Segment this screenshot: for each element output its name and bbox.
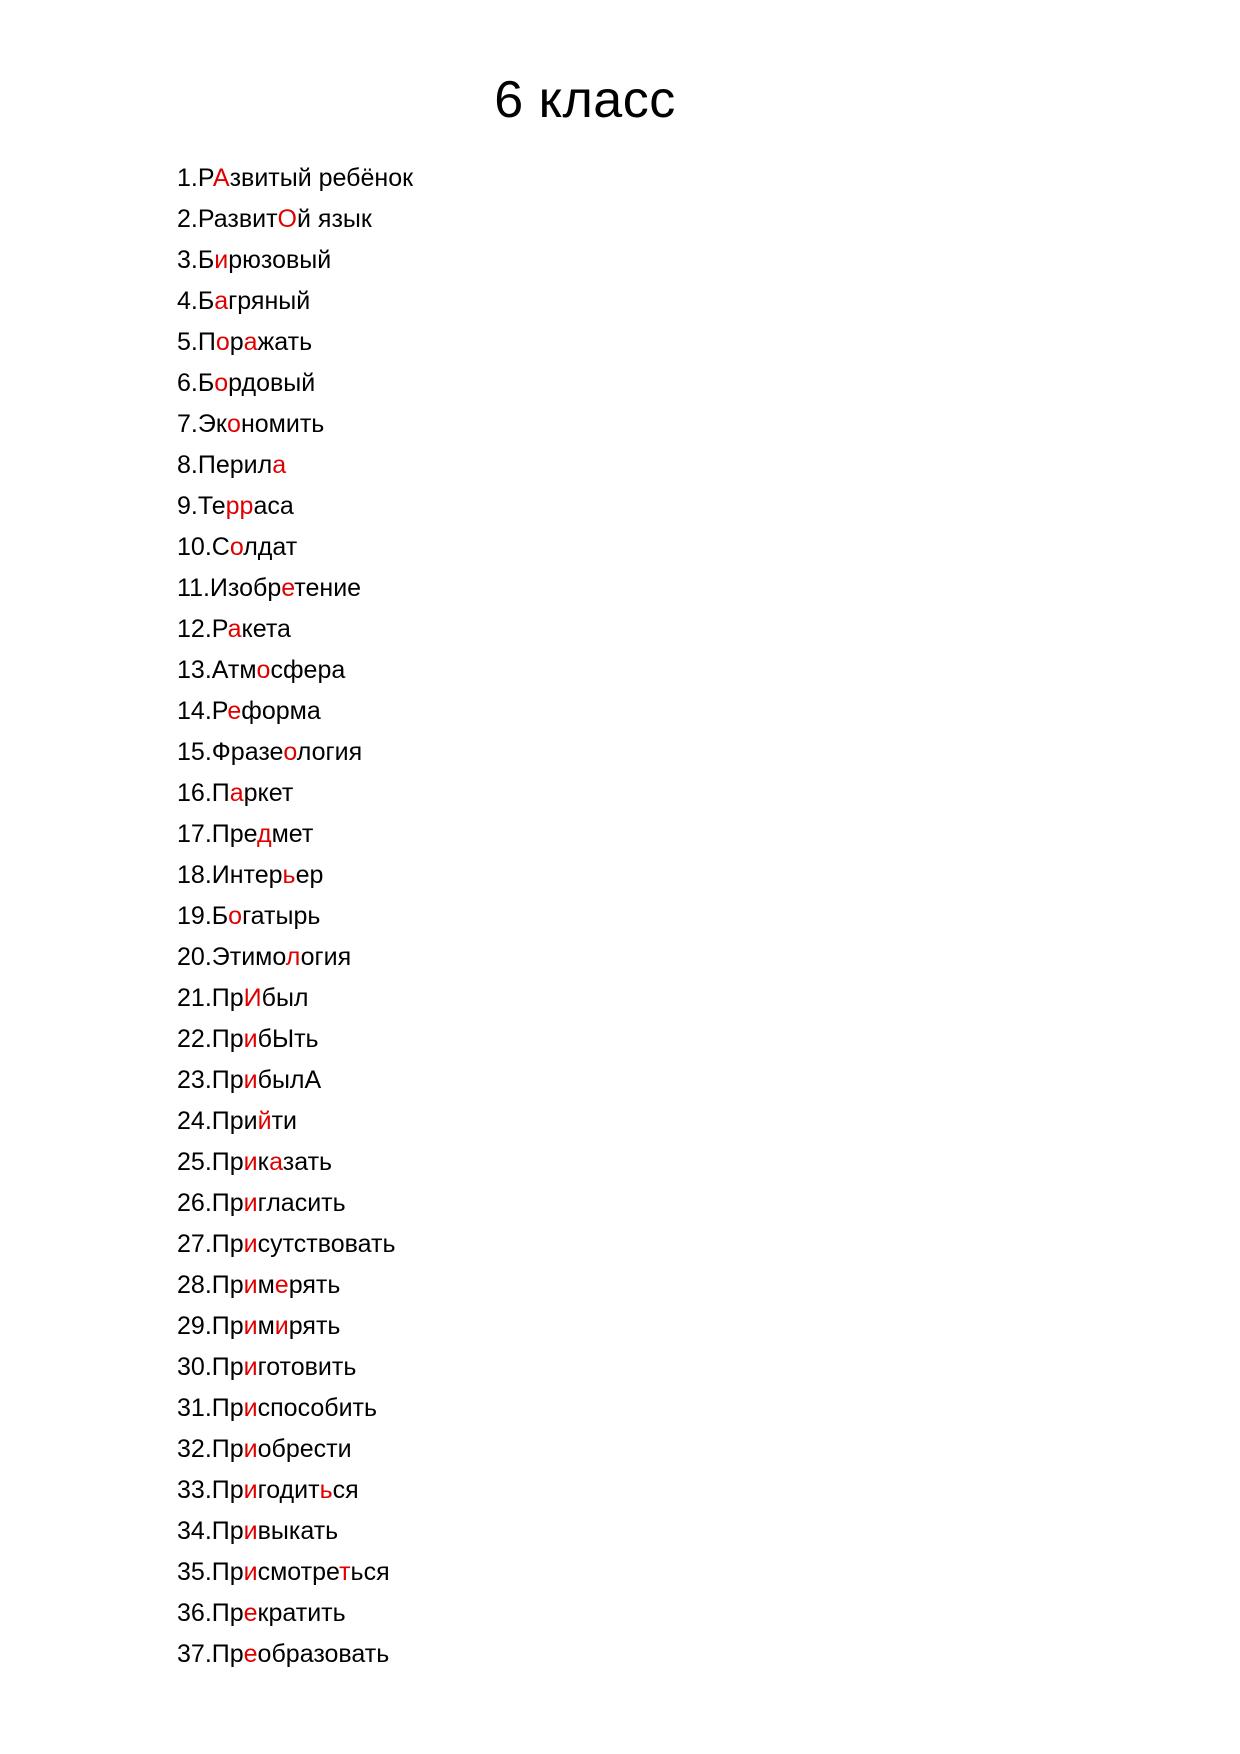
highlighted-letter: и (243, 1025, 258, 1053)
list-item: 36.Прекратить (177, 1599, 346, 1627)
list-item: 37.Преобразовать (177, 1640, 390, 1668)
list-item: 3.Бирюзовый (177, 246, 332, 274)
page-title: 6 класс (494, 71, 676, 129)
highlighted-letter: о (229, 533, 244, 561)
highlighted-letter: о (283, 738, 297, 766)
list-item: 34.Привыкать (177, 1517, 339, 1545)
list-item: 21.ПрИбыл (177, 984, 309, 1012)
highlighted-letter: и (214, 246, 229, 274)
highlighted-letter: и (243, 1353, 258, 1381)
highlighted-letter: и (243, 1230, 258, 1258)
list-item: 28.Примерять (177, 1271, 341, 1299)
highlighted-letter: е (227, 697, 242, 725)
list-item: 12.Ракета (177, 615, 291, 643)
highlighted-letter: е (243, 1640, 258, 1668)
list-item: 14.Реформа (177, 697, 321, 725)
list-item: 25.Приказать (177, 1148, 333, 1176)
highlighted-letter: о (227, 410, 241, 438)
highlighted-letter: и (243, 1189, 258, 1217)
highlighted-letter: й (257, 1107, 272, 1135)
highlighted-letter: ь (282, 861, 296, 889)
highlighted-letter: р (225, 492, 240, 520)
highlighted-letter: о (215, 328, 230, 356)
highlighted-letter: О (277, 205, 297, 233)
list-item: 7.Экономить (177, 410, 325, 438)
list-item: 9.Терраса (177, 492, 294, 520)
list-item: 29.Примирять (177, 1312, 341, 1340)
highlighted-letter: и (243, 1148, 258, 1176)
highlighted-letter: а (272, 451, 287, 479)
highlighted-letter: и (243, 1476, 258, 1504)
list-item: 17.Предмет (177, 820, 314, 848)
highlighted-letter: и (243, 1271, 258, 1299)
list-item: 30.Приготовить (177, 1353, 357, 1381)
list-item: 20.Этимология (177, 943, 352, 971)
list-item: 6.Бордовый (177, 369, 316, 397)
highlighted-letter: а (214, 287, 229, 315)
highlighted-letter: ь (319, 1476, 333, 1504)
highlighted-letter: е (243, 1599, 258, 1627)
list-item: 18.Интерьер (177, 861, 324, 889)
highlighted-letter: о (228, 902, 243, 930)
highlighted-letter: д (257, 820, 272, 848)
list-item: 27.Присутствовать (177, 1230, 396, 1258)
highlighted-letter: и (243, 1558, 258, 1586)
list-item: 11.Изобретение (177, 574, 362, 602)
highlighted-letter: И (243, 984, 262, 1012)
list-item: 32.Приобрести (177, 1435, 352, 1463)
list-item: 1.РАзвитый ребёнок (177, 164, 414, 192)
list-item: 19.Богатырь (177, 902, 321, 930)
highlighted-letter: л (285, 943, 301, 971)
highlighted-letter: е (281, 574, 295, 602)
highlighted-letter: а (243, 328, 258, 356)
list-item: 31.Приспособить (177, 1394, 378, 1422)
list-item: 8.Перила (177, 451, 287, 479)
list-item: 35.Присмотреться (177, 1558, 390, 1586)
highlighted-letter: А (212, 164, 230, 192)
list-item: 10.Солдат (177, 533, 298, 561)
list-item: 15.Фразеология (177, 738, 363, 766)
list-item: 13.Атмосфера (177, 656, 346, 684)
highlighted-letter: а (227, 615, 242, 643)
highlighted-letter: и (243, 1312, 258, 1340)
highlighted-letter: о (214, 369, 229, 397)
highlighted-letter: и (274, 1312, 289, 1340)
list-item: 33.Пригодиться (177, 1476, 359, 1504)
highlighted-letter: е (274, 1271, 289, 1299)
list-item: 26.Пригласить (177, 1189, 346, 1217)
highlighted-letter: а (229, 779, 244, 807)
highlighted-letter: о (256, 656, 271, 684)
highlighted-letter: р (239, 492, 254, 520)
list-item: 23.ПрибылА (177, 1066, 322, 1094)
word-list (177, 158, 413, 1675)
list-item: 22.ПрибЫть (177, 1025, 319, 1053)
list-item: 2.РазвитОй язык (177, 205, 372, 233)
list-item: 4.Багряный (177, 287, 311, 315)
list-item: 5.Поражать (177, 328, 313, 356)
list-item: 16.Паркет (177, 779, 294, 807)
highlighted-letter: и (243, 1517, 258, 1545)
highlighted-letter: т (339, 1558, 351, 1586)
list-item: 24.Прийти (177, 1107, 297, 1135)
highlighted-letter: а (269, 1148, 283, 1176)
highlighted-letter: и (243, 1435, 258, 1463)
highlighted-letter: и (243, 1066, 258, 1094)
highlighted-letter: и (243, 1394, 258, 1422)
